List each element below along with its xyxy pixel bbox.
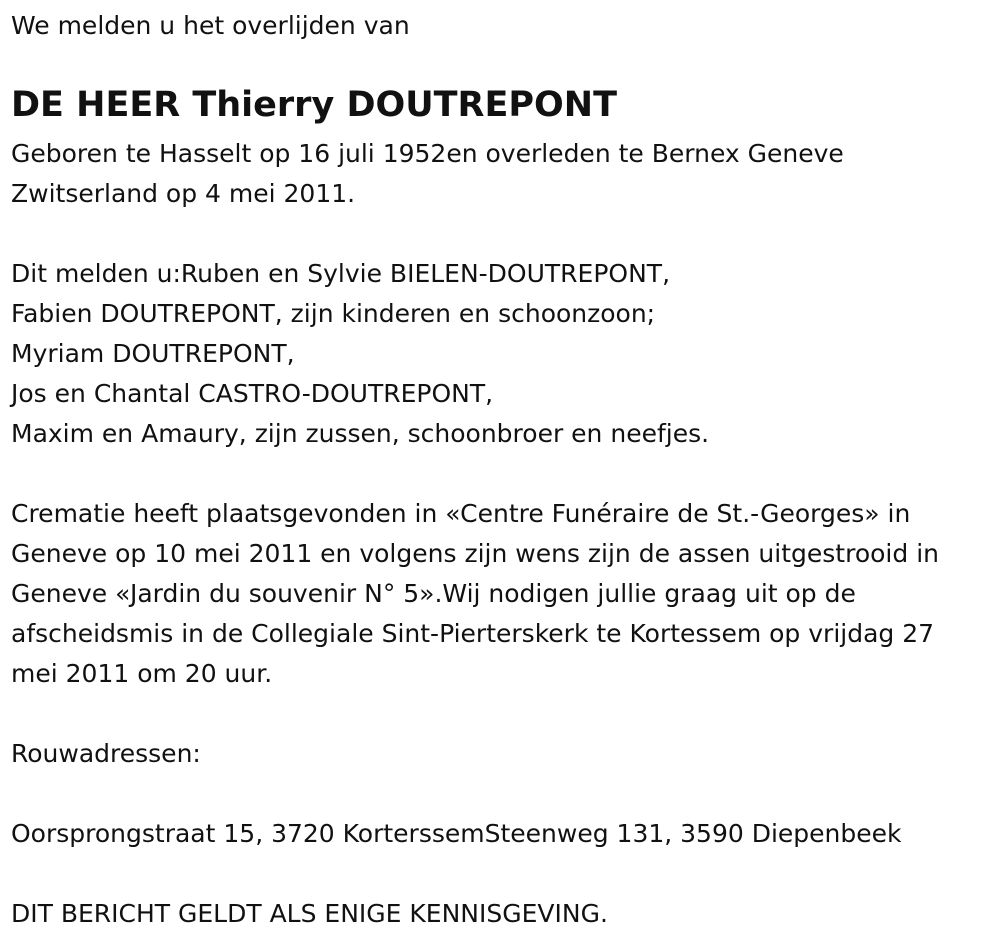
- intro-text: We melden u het overlijden van: [11, 11, 410, 40]
- addresses-section: [11, 814, 902, 854]
- family-paragraph: [11, 254, 709, 454]
- cremation-paragraph: [11, 494, 939, 694]
- family-line: Fabien DOUTREPONT, zijn kinderen en schoonzoon;: [11, 299, 656, 328]
- notice-text: DIT BERICHT GELDT ALS ENIGE KENNISGEVING.: [11, 899, 608, 928]
- addresses-text: Oorsprongstraat 15, 3720 KorterssemSteenweg 131, 3590 Diepenbeek: [11, 819, 902, 848]
- deceased-name: DE HEER Thierry DOUTREPONT: [11, 85, 617, 125]
- cremation-line: Geneve op 10 mei 2011 en volgens zijn wens zijn de assen uitgestrooid in: [11, 539, 939, 568]
- cremation-line: Geneve «Jardin du souvenir N° 5».Wij nodigen jullie graag uit op de: [11, 579, 856, 608]
- family-line: Dit melden u:Ruben en Sylvie BIELEN-DOUTREPONT,: [11, 259, 671, 288]
- family-line: Myriam DOUTREPONT,: [11, 339, 295, 368]
- birth-death-line: Geboren te Hasselt op 16 juli 1952en overleden te Bernex Geneve: [11, 139, 844, 168]
- birth-death-line: Zwitserland op 4 mei 2011.: [11, 179, 356, 208]
- family-line: Maxim en Amaury, zijn zussen, schoonbroer en neefjes.: [11, 419, 710, 448]
- notice-section: [11, 894, 608, 934]
- cremation-line: afscheidsmis in de Collegiale Sint-Pierterskerk te Kortessem op vrijdag 27: [11, 619, 935, 648]
- family-line: Jos en Chantal CASTRO-DOUTREPONT,: [11, 379, 494, 408]
- rouwadressen-section: [11, 734, 201, 774]
- birth-death-paragraph: [11, 134, 844, 214]
- cremation-line: Crematie heeft plaatsgevonden in «Centre Funéraire de St.-Georges» in: [11, 499, 911, 528]
- cremation-line: mei 2011 om 20 uur.: [11, 659, 273, 688]
- rouwadressen-label: Rouwadressen:: [11, 739, 201, 768]
